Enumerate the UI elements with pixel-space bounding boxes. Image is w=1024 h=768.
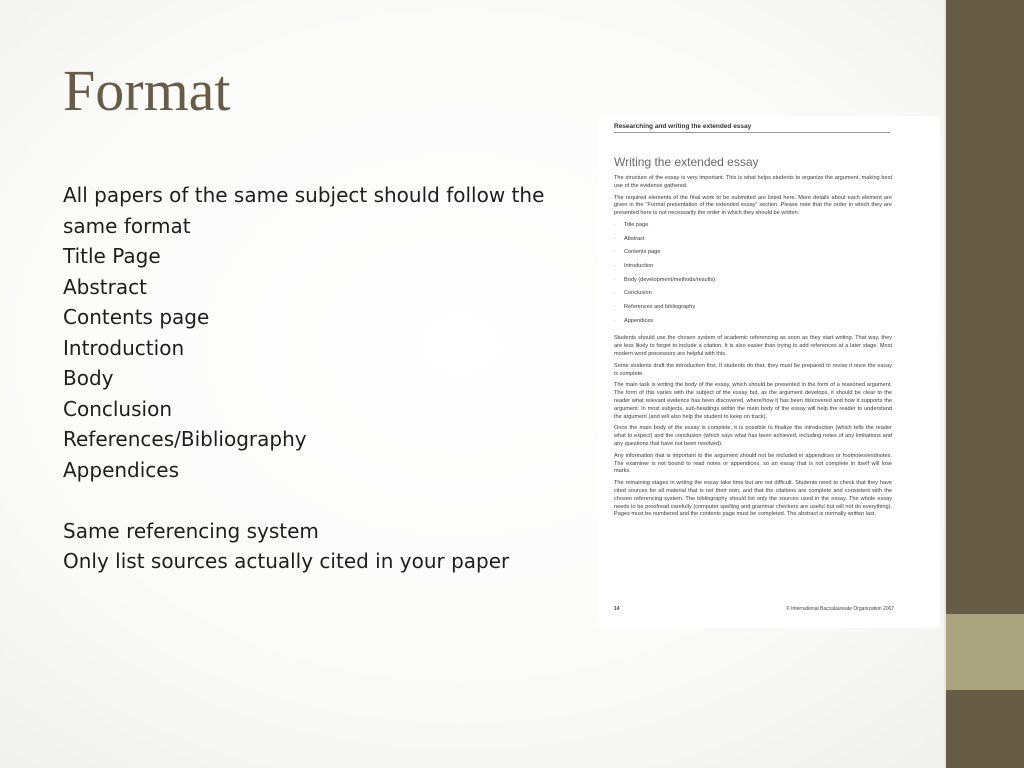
document-paragraph: Any information that is important to the argument should not be included in appendices or footnotes/endnotes. The examiner is not bound to read notes or appendices, so an essay that is not complete in itself will lose marks. (614, 452, 892, 475)
document-element-list (614, 222, 892, 332)
body-line-conclusion: Conclusion (63, 396, 172, 421)
document-page-number: 14 (614, 606, 620, 612)
document-paragraph: The main task is writing the body of the essay, which should be presented in the form of a reasoned argument. The form of this varies with the subject of the essay but, as the argument develops, it should be clear to the reader what relevant evidence has been discovered, where/how it has been discovered and how it supports the argument. In most subjects, sub-headings within the main body of the essay will help the reader to understand the argument (and will also help the student to keep on track). (614, 382, 892, 420)
document-paragraph: Students should use the chosen system of academic referencing as soon as they start writing. That way, they are less likely to forget to include a citation. It is also easier than trying to add references at a later stage. Most modern word processors are helpful with this. (614, 335, 892, 358)
list-item: · Contents page (624, 249, 892, 263)
body-line-referencing: Same referencing system (63, 518, 319, 543)
document-paragraph: The required elements of the final work to be submitted are listed here. More details about each element are given in the “Formal presentation of the extended essay” section. Please note that the order in which they are presented here is not necessarily the order in which they should be written. (614, 194, 892, 217)
slide-title: Format (63, 58, 231, 123)
document-copyright: © International Baccalaureate Organization 2007 (786, 606, 895, 612)
body-line-title-page: Title Page (63, 244, 161, 268)
list-item: · Title page (624, 222, 892, 236)
document-paragraph: Once the main body of the essay is complete, it is possible to finalize the introduction (which tells the reader what to expect) and the conclusion (which says what has been achieved, including notes of any limitations and any questions that have not been resolved). (614, 425, 892, 448)
document-body (614, 175, 892, 523)
list-item: · References and bibliography (624, 304, 892, 318)
list-item: · Body (development/methods/results) (624, 277, 892, 291)
body-line-abstract: Abstract (63, 274, 147, 299)
decorative-sidebar-band (946, 614, 1024, 690)
document-paragraph: Some students draft the introduction first. If students do that, they must be prepared to revise it once the essay is complete. (614, 362, 892, 377)
document-heading: Writing the extended essay (614, 155, 759, 169)
body-line-introduction: Introduction (63, 335, 185, 360)
document-running-header: Researching and writing the extended essay (614, 123, 890, 133)
list-item: · Conclusion (624, 290, 892, 304)
slide-body (63, 180, 573, 577)
body-line-appendices: Appendices (63, 457, 180, 482)
document-paragraph: The structure of the essay is very important. This is what helps students to organize the argument, making best use of the evidence gathered. (614, 175, 892, 189)
body-line-references: References/Bibliography (63, 427, 307, 451)
body-line-sources: Only list sources actually cited in your paper (63, 549, 510, 573)
spacer (63, 485, 573, 516)
body-line: same format (63, 213, 191, 238)
list-item: · Appendices (624, 318, 892, 332)
body-line-contents: Contents page (63, 305, 210, 329)
document-scan (598, 116, 940, 628)
list-item: · Introduction (624, 263, 892, 277)
document-paragraph: The remaining stages in writing the essay take time but are not difficult. Students need to check that they have cited sources for all material that is not their own, and that the citations are complete and consistent with the chosen referencing system. The bibliography should list only the sources used in the essay. The whole essay needs to be proofread carefully (computer spelling and grammar checkers are useful but will not do everything). Pages must be numbered and the contents page must be completed. The abstract is normally written last. (614, 480, 892, 518)
body-line-body: Body (63, 366, 114, 390)
body-line: All papers of the same subject should follow the (63, 183, 545, 207)
list-item: · Abstract (624, 236, 892, 250)
